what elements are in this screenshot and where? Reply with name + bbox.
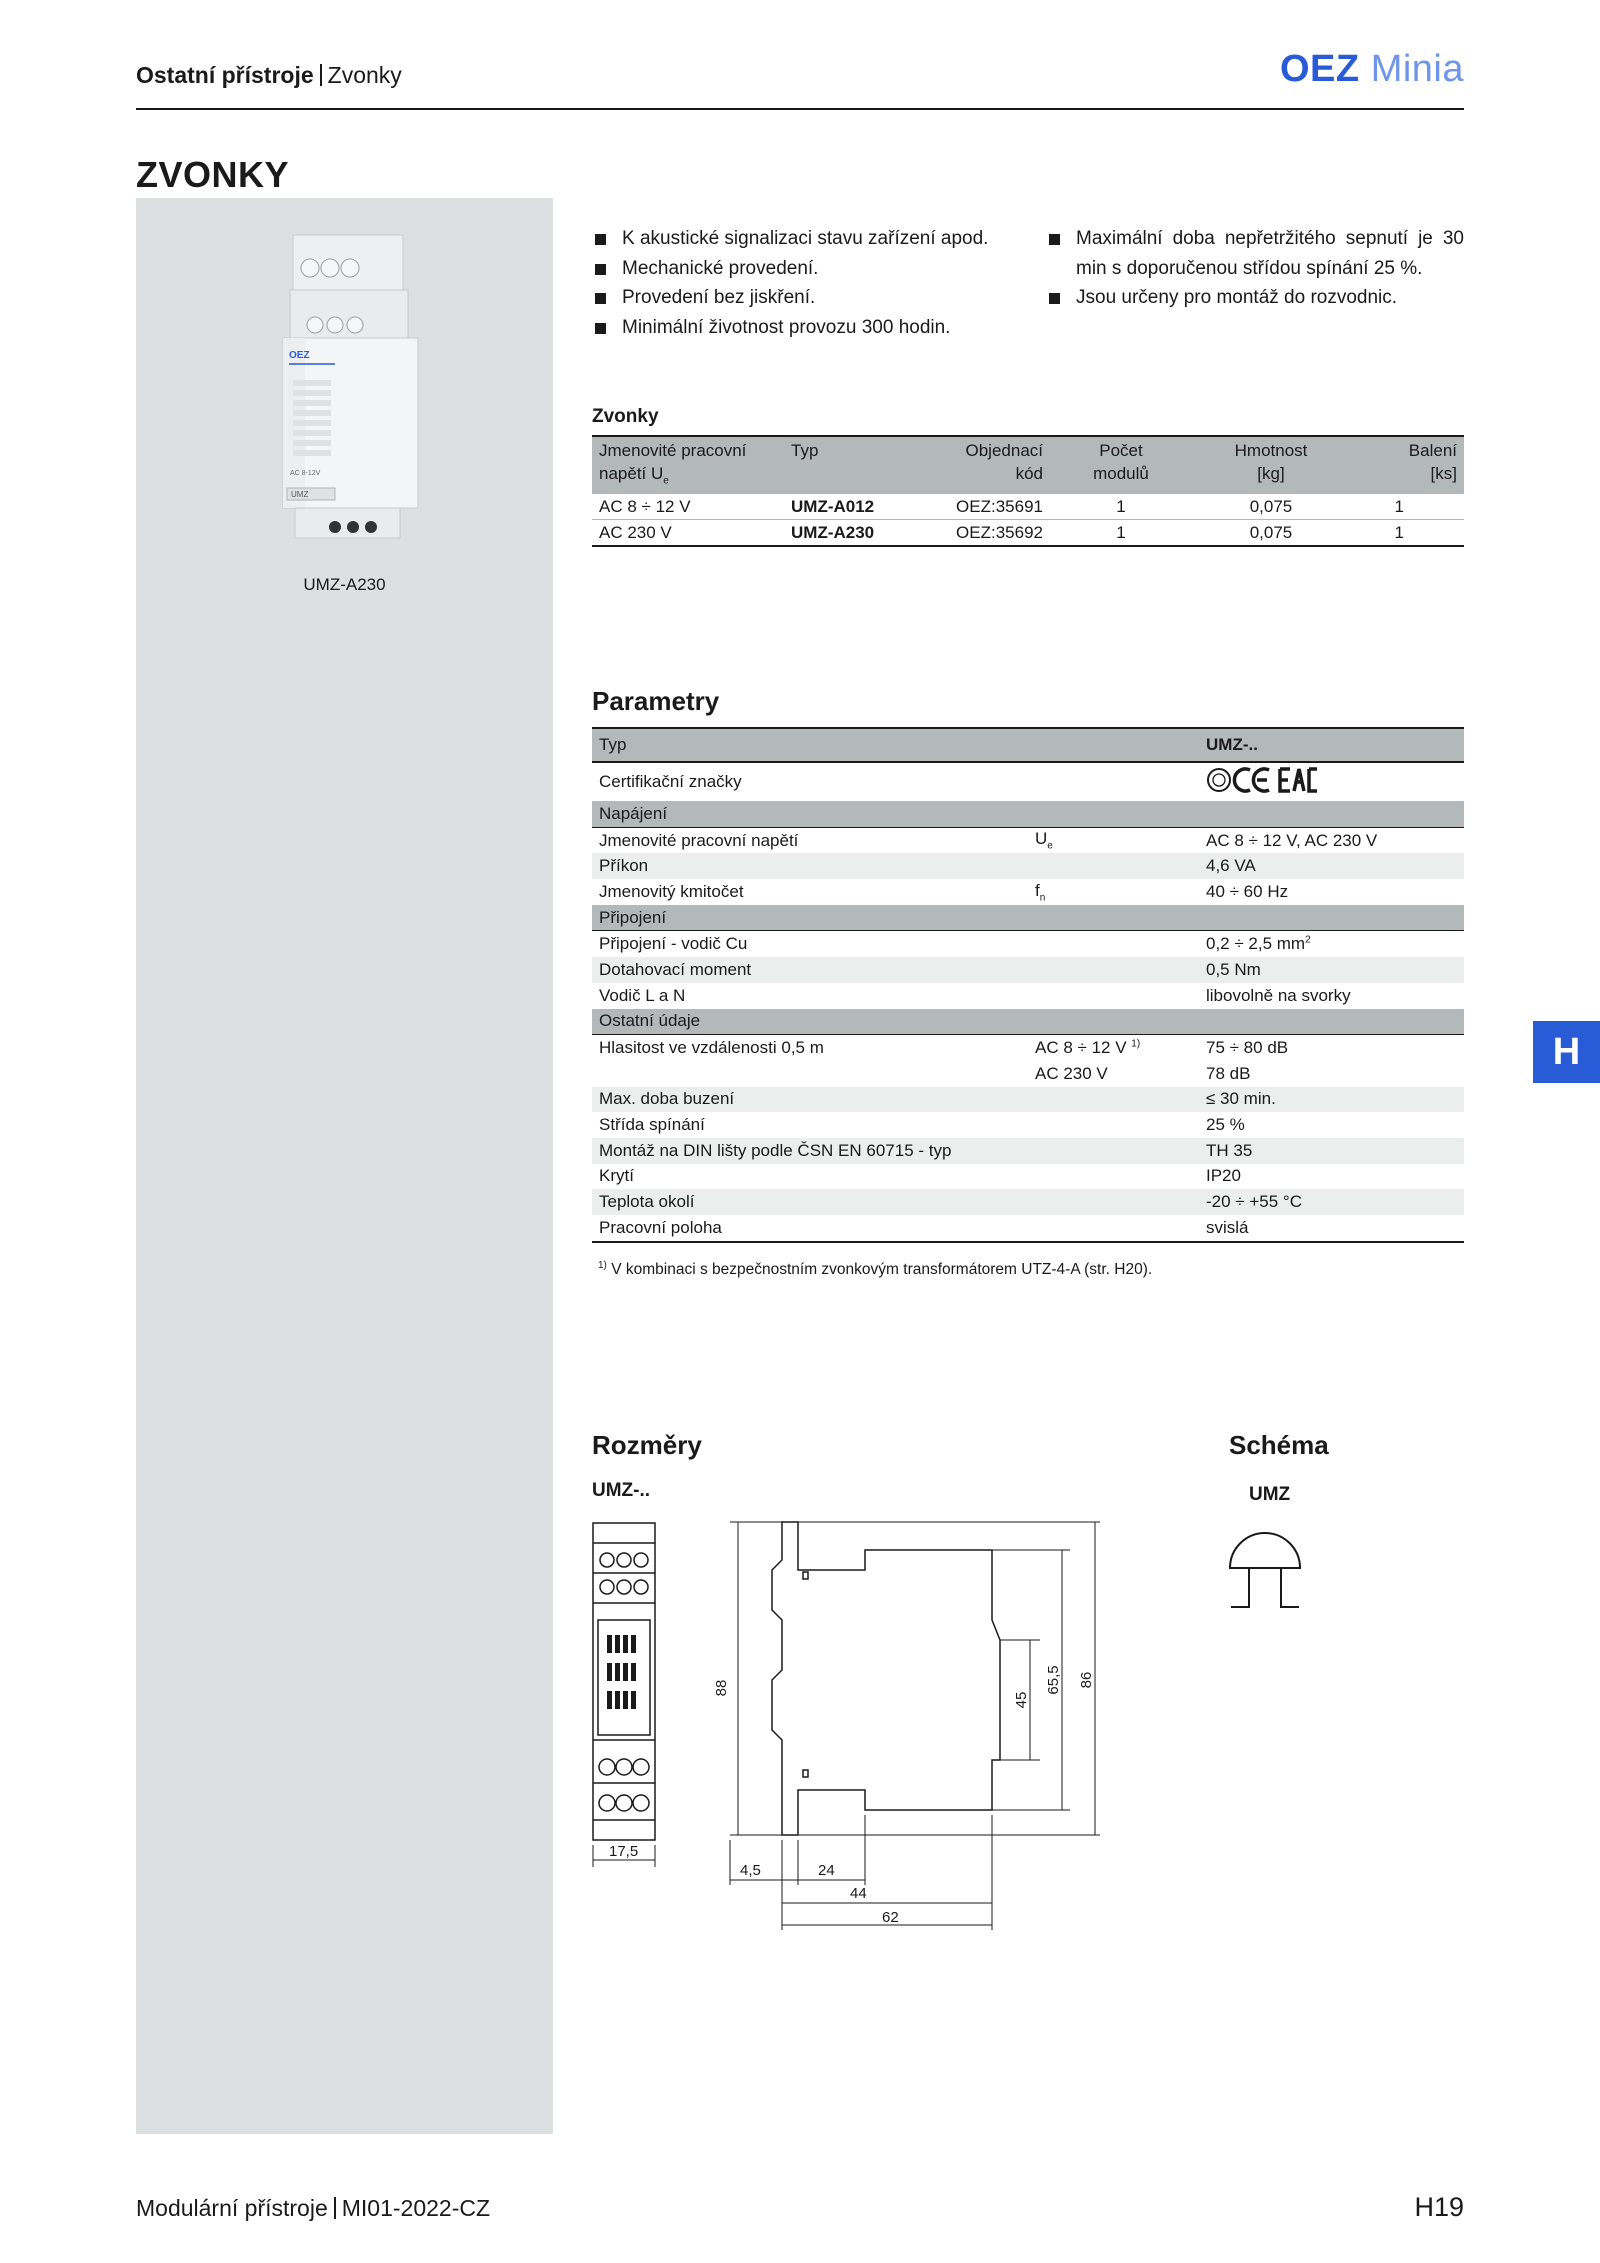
cell-pack: 1 bbox=[1350, 520, 1464, 547]
dim-65-label: 65,5 bbox=[1045, 1665, 1062, 1695]
cell-modules: 1 bbox=[1050, 494, 1192, 520]
feature-item: Mechanické provedení. bbox=[592, 254, 1022, 284]
product-caption: UMZ-A230 bbox=[303, 575, 386, 594]
page-number: H19 bbox=[1414, 2192, 1464, 2222]
device-label-text: UMZ bbox=[291, 490, 309, 499]
zvonky-table-header bbox=[592, 436, 1464, 494]
table-row: Hlasitost ve vzdálenosti 0,5 m AC 8 ÷ 12 V $^{1)}$ 75 ÷ 80 dB bbox=[599, 1038, 1289, 1058]
cell-pack: 1 bbox=[1350, 494, 1464, 520]
cell-weight: 0,075 bbox=[1192, 520, 1350, 547]
feature-item: Maximální doba nepřetržitého sepnutí je 30 min s doporučenou střídou spínání 25 %. bbox=[1046, 224, 1464, 283]
param-cert-row bbox=[592, 762, 1464, 801]
logo-brand: OEZ bbox=[1280, 48, 1360, 90]
table-row: Střída spínání 25 % bbox=[599, 1115, 1245, 1135]
cell-type: UMZ-A012 bbox=[784, 494, 908, 520]
schema-title: Schéma bbox=[1229, 1430, 1329, 1460]
parametry-table bbox=[592, 727, 1464, 1243]
section-pripojeni: Připojení bbox=[592, 905, 1464, 931]
param-type-value: UMZ-.. bbox=[1199, 728, 1464, 762]
table-row: Jmenovitý kmitočet $f_n$ 40 ÷ 60 Hz bbox=[599, 880, 1289, 904]
col-pack-header: Balení [ks] bbox=[1350, 436, 1464, 494]
schema-label: UMZ bbox=[1249, 1484, 1291, 1505]
cell-weight: 0,075 bbox=[1192, 494, 1350, 520]
dim-45mm-label: 4,5 bbox=[740, 1862, 761, 1879]
product-image bbox=[265, 230, 435, 555]
col-type-header: Typ bbox=[784, 436, 908, 494]
dim-62-label: 62 bbox=[882, 1909, 899, 1926]
dim-24-label: 24 bbox=[818, 1862, 835, 1879]
feature-item: Jsou určeny pro montáž do rozvodnic. bbox=[1046, 283, 1464, 313]
rozmery-subtitle: UMZ-.. bbox=[592, 1480, 651, 1501]
table-row: Příkon 4,6 VA bbox=[592, 853, 1464, 879]
table-row: Připojení - vodič Cu 0,2 ÷ 2,5 $mm^2$ bbox=[599, 934, 1311, 954]
section-ostatni: Ostatní údaje bbox=[592, 1009, 1464, 1035]
table-row: Montáž na DIN lišty podle ČSN EN 60715 - typ TH 35 bbox=[592, 1138, 1464, 1164]
cert-marks bbox=[1199, 762, 1464, 801]
logo-product: Minia bbox=[1370, 48, 1464, 90]
section-tab-h: H bbox=[1533, 1021, 1600, 1083]
breadcrumb-category: Ostatní přístroje bbox=[136, 62, 314, 88]
breadcrumb-separator bbox=[320, 64, 322, 86]
features-list-left bbox=[592, 224, 1022, 342]
header-divider bbox=[136, 108, 1464, 110]
dim-88-label: 88 bbox=[713, 1679, 730, 1697]
col-order-header: Objednací kód bbox=[908, 436, 1050, 494]
param-type-label: Typ bbox=[592, 728, 1199, 762]
footer-doc: Modulární přístroje MI01-2022-CZ bbox=[136, 2195, 491, 2221]
breadcrumb-subcategory: Zvonky bbox=[327, 62, 402, 88]
dim-45-label: 45 bbox=[1013, 1691, 1030, 1709]
col-count-header: Počet modulů bbox=[1050, 436, 1192, 494]
table-row: Vodič L a N libovolně na svorky bbox=[599, 985, 1351, 1005]
rozmery-title: Rozměry bbox=[592, 1430, 702, 1460]
zvonky-table-title: Zvonky bbox=[592, 406, 659, 427]
table-row: Krytí IP20 bbox=[599, 1166, 1241, 1186]
footnote: $^{1)}$ V kombinaci s bezpečnostním zvonkovým transformátorem UTZ-4-A (str. H20). bbox=[598, 1260, 1153, 1279]
cell-code: OEZ:35692 bbox=[908, 520, 1050, 547]
device-brand-text: OEZ bbox=[289, 350, 310, 361]
table-row: Pracovní poloha svislá bbox=[592, 1215, 1464, 1242]
feature-item: K akustické signalizaci stavu zařízení apod. bbox=[592, 224, 1022, 254]
front-view-drawing bbox=[585, 1515, 675, 1875]
cell-voltage: AC 8 ÷ 12 V bbox=[592, 494, 784, 520]
parametry-title: Parametry bbox=[592, 686, 720, 716]
col-weight-header: Hmotnost [kg] bbox=[1192, 436, 1350, 494]
features-list-right bbox=[1046, 224, 1464, 313]
device-rating-text: AC 8-12V bbox=[290, 470, 321, 477]
table-row: Jmenovité pracovní napětí $U_e$ AC 8 ÷ 12 V, AC 230 V bbox=[599, 829, 1378, 852]
section-napajeni: Napájení bbox=[592, 801, 1464, 827]
side-view-drawing bbox=[700, 1510, 1120, 1950]
cell-modules: 1 bbox=[1050, 520, 1192, 547]
cell-voltage: AC 230 V bbox=[592, 520, 784, 547]
footer-separator bbox=[334, 2197, 336, 2219]
param-type-row bbox=[592, 728, 1464, 762]
table-row: Max. doba buzení ≤ 30 min. bbox=[592, 1087, 1464, 1113]
bell-symbol-icon bbox=[1225, 1525, 1305, 1610]
dim-44-label: 44 bbox=[850, 1885, 867, 1902]
param-cert-label: Certifikační značky bbox=[599, 772, 742, 791]
breadcrumb bbox=[136, 62, 402, 89]
feature-item: Provedení bez jiskření. bbox=[592, 283, 1022, 313]
table-row bbox=[592, 520, 1464, 547]
table-row: Teplota okolí -20 ÷ +55 °C bbox=[592, 1189, 1464, 1215]
page-title: ZVONKY bbox=[136, 154, 290, 195]
brand-logo bbox=[1280, 48, 1464, 91]
cell-type: UMZ-A230 bbox=[784, 520, 908, 547]
table-row: AC 230 V 78 dB bbox=[1035, 1063, 1251, 1083]
cell-code: OEZ:35691 bbox=[908, 494, 1050, 520]
dim-86-label: 86 bbox=[1078, 1671, 1095, 1689]
zvonky-table bbox=[592, 435, 1464, 547]
table-row: Dotahovací moment 0,5 Nm bbox=[592, 957, 1464, 983]
dim-width-label: 17,5 bbox=[609, 1843, 639, 1860]
feature-item: Minimální životnost provozu 300 hodin. bbox=[592, 313, 1022, 343]
table-row bbox=[592, 494, 1464, 520]
certification-marks-icon bbox=[1206, 764, 1336, 796]
col-voltage-header: Jmenovité pracovní napětí $U_e$ bbox=[592, 436, 784, 494]
